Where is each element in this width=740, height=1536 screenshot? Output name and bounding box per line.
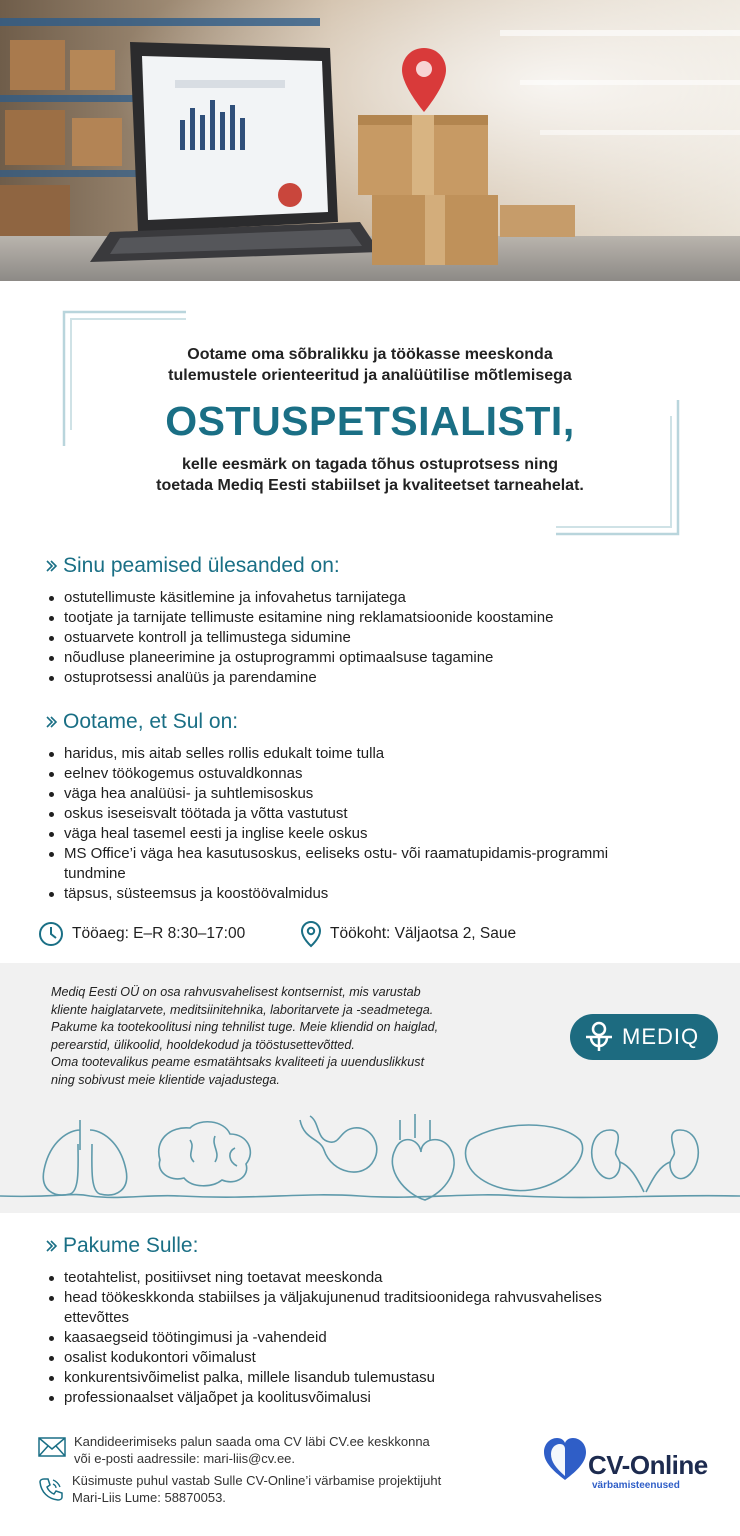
tasks-heading-text: Sinu peamised ülesanded on: xyxy=(63,554,340,577)
hero-image xyxy=(0,0,740,281)
tasks-section xyxy=(44,552,704,688)
location-pin-icon xyxy=(300,920,322,948)
intro-sub-line2: toetada Mediq Eesti stabiilset ja kvaliteetset tarneahelat. xyxy=(156,477,584,494)
requirements-heading xyxy=(44,708,704,736)
about-line: Mediq Eesti OÜ on osa rahvusvahelisest kontsernist, mis varustab xyxy=(51,985,421,999)
list-item: nõudluse planeerimine ja ostuprogrammi optimaalsuse tagamine xyxy=(44,648,704,668)
list-item: ostuprotsessi analüüs ja parendamine xyxy=(44,668,704,688)
list-item: teotahtelist, positiivset ning toetavat meeskonda xyxy=(44,1268,614,1288)
company-about xyxy=(51,984,551,1089)
list-item: väga heal tasemel eesti ja inglise keele oskus xyxy=(44,824,644,844)
intro-lead-line2: tulemustele orienteeritud ja analüütilise mõtlemisega xyxy=(168,367,572,384)
warehouse-laptop-illustration xyxy=(0,0,740,281)
about-line: ning sobivust meie klientide vajadustega. xyxy=(51,1072,280,1087)
intro-lead-line1: Ootame oma sõbralikku ja töökasse meeskonda xyxy=(187,346,553,363)
clock-icon xyxy=(38,921,64,947)
about-line: Oma tootevalikus peame esmatähtsaks kvaliteeti ja uuenduslikkust xyxy=(51,1055,425,1069)
working-hours-text: Tööaeg: E–R 8:30–17:00 xyxy=(72,925,246,942)
questions-line1: Küsimuste puhul vastab Sulle CV-Online’i värbamise projektijuht xyxy=(72,1473,442,1488)
about-line: Pakume ka tootekoolitusi ning tehnilist tuge. Meie kliendid on haiglad, xyxy=(51,1020,439,1034)
tasks-heading xyxy=(44,552,704,580)
list-item: tootjate ja tarnijate tellimuste esitamine ning reklamatsioonide koostamine xyxy=(44,608,704,628)
list-item: osalist kodukontori võimalust xyxy=(44,1348,614,1368)
double-chevron-icon xyxy=(44,558,60,574)
list-item: MS Office’i väga hea kasutusoskus, eeliseks ostu- või raamatupidamis-programmi tundmine xyxy=(44,844,644,884)
questions-phone-line[interactable]: Mari-Liis Lume: 58870053. xyxy=(72,1490,226,1505)
working-hours xyxy=(38,920,245,948)
list-item: head töökeskkonda stabiilses ja väljakujunenud traditsioonidega rahvusvahelises ettevõttes xyxy=(44,1288,614,1328)
intro-lead xyxy=(0,344,740,386)
offer-heading-text: Pakume Sulle: xyxy=(63,1234,199,1257)
list-item: väga hea analüüsi- ja suhtlemisoskus xyxy=(44,784,644,804)
job-title: OSTUSPETSIALISTI, xyxy=(165,398,575,444)
apply-contact xyxy=(38,1433,430,1467)
about-line: kliente haiglatarvete, meditsiinitehnika, laboritarvete ja -seadmetega. xyxy=(51,1002,434,1017)
work-location xyxy=(300,920,516,948)
list-item: täpsus, süsteemsus ja koostöövalmidus xyxy=(44,884,644,904)
work-location-text: Töökoht: Väljaotsa 2, Saue xyxy=(330,925,517,942)
double-chevron-icon xyxy=(44,714,60,730)
list-item: oskus iseseisvalt töötada ja võtta vastutust xyxy=(44,804,644,824)
offer-section xyxy=(44,1232,704,1408)
list-item: konkurentsivõimelist palka, millele lisandub tulemustasu xyxy=(44,1368,614,1388)
about-line: perearstid, ülikoolid, hooldekodud ja tööstusettevõtted. xyxy=(51,1037,355,1052)
envelope-icon xyxy=(38,1437,66,1457)
tasks-list xyxy=(44,588,704,688)
cv-online-heart-icon xyxy=(544,1438,586,1482)
list-item: ostutellimuste käsitlemine ja infovahetus tarnijatega xyxy=(44,588,704,608)
mediq-cross-icon xyxy=(582,1020,616,1054)
list-item: haridus, mis aitab selles rollis edukalt toime tulla xyxy=(44,744,644,764)
phone-icon xyxy=(38,1476,64,1502)
cv-online-subtitle: värbamisteenused xyxy=(592,1480,680,1491)
list-item: eelnev töökogemus ostuvaldkonnas xyxy=(44,764,644,784)
questions-contact xyxy=(38,1472,441,1506)
requirements-section xyxy=(44,708,704,904)
apply-line1: Kandideerimiseks palun saada oma CV läbi CV.ee keskkonna xyxy=(74,1434,430,1449)
mediq-logo-text: MEDIQ xyxy=(622,1024,700,1049)
double-chevron-icon xyxy=(44,1238,60,1254)
organs-line-art xyxy=(0,1100,740,1210)
requirements-heading-text: Ootame, et Sul on: xyxy=(63,710,239,733)
cv-online-logo xyxy=(544,1438,724,1494)
list-item: professionaalset väljaõpet ja koolitusvõimalusi xyxy=(44,1388,614,1408)
cv-online-name: CV-Online xyxy=(588,1450,708,1480)
apply-email-line[interactable]: või e-posti aadressile: mari-liis@cv.ee. xyxy=(74,1451,296,1466)
list-item: kaasaegseid töötingimusi ja -vahendeid xyxy=(44,1328,614,1348)
offer-list xyxy=(44,1268,614,1408)
intro-subtitle xyxy=(0,454,740,496)
offer-heading xyxy=(44,1232,704,1260)
requirements-list xyxy=(44,744,644,904)
list-item: ostuarvete kontroll ja tellimustega sidumine xyxy=(44,628,704,648)
mediq-logo xyxy=(570,1014,718,1060)
intro-sub-line1: kelle eesmärk on tagada tõhus ostuprotsess ning xyxy=(181,456,559,473)
